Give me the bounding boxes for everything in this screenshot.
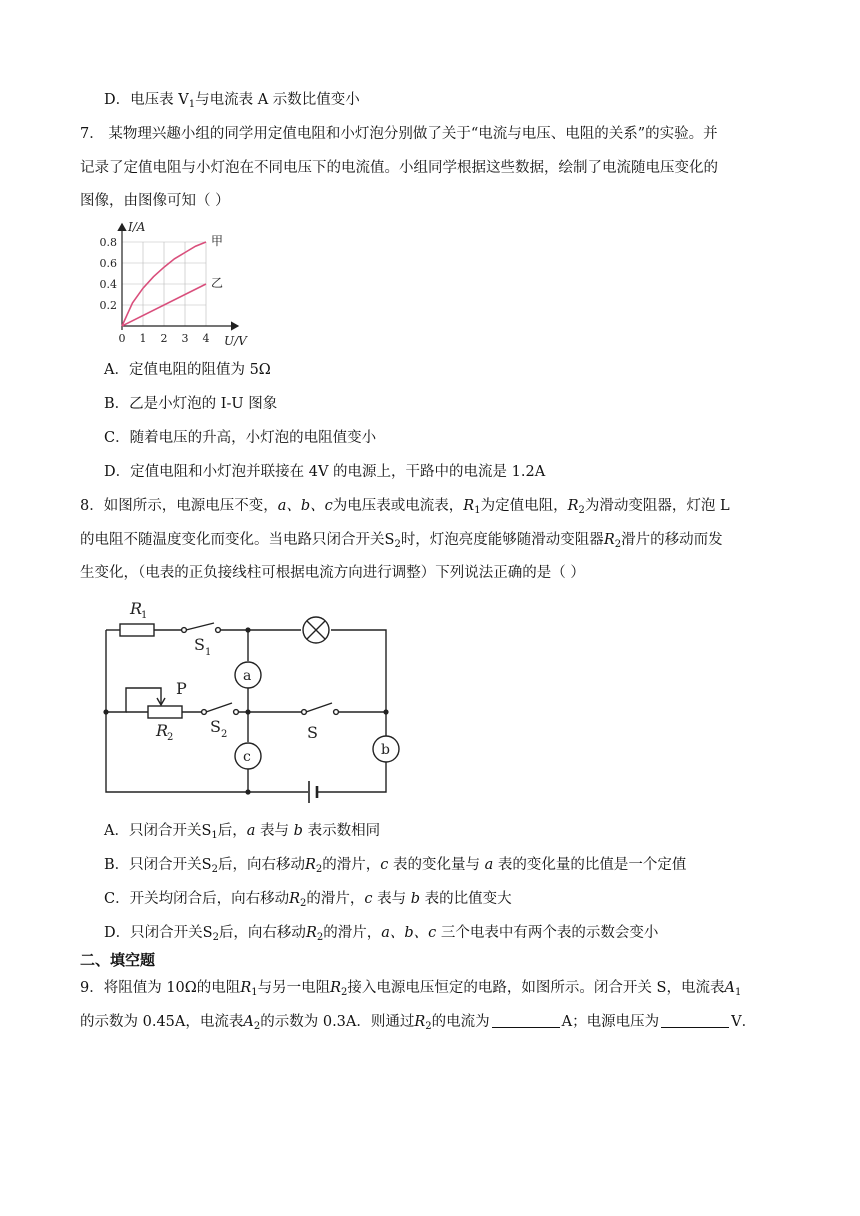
svg-text:R: R: [130, 599, 143, 618]
q6-option-d: D．电压表 $V_1$与电流表 A 示数比值变小: [104, 92, 360, 110]
svg-text:b: b: [381, 742, 390, 758]
svg-text:a: a: [243, 668, 252, 684]
chart-y-label: I/A: [128, 220, 146, 234]
q8-circuit-diagram: [96, 592, 406, 807]
chart-y-tick-label: 0.8: [99, 236, 117, 249]
q8-option-b: B．只闭合开关$S_2$后，向右移动$R_2$的滑片，c 表的变化量与 a 表的变化量的比值是一个定值: [104, 857, 687, 875]
q9-stem-line1: 9．将阻值为 10Ω的电阻$R_1$与另一电阻$R_2$接入电源电压恒定的电路，如图所示。闭合开关 S，电流表$A_1$: [80, 980, 742, 998]
q7-option-c: C．随着电压的升高，小灯泡的电阻值变小: [104, 430, 377, 446]
svg-text:2: 2: [167, 732, 174, 743]
q8-stem-line1: 8．如图所示，电源电压不变，a、b、c为电压表或电流表，$R_1$为定值电阻，$R_2$为滑动变阻器，灯泡 L: [80, 498, 730, 516]
q9-stem-line2: 的示数为 0.45A，电流表$A_2$的示数为 0.3A．则通过$R_2$的电流为 A；电源电压为 V．: [80, 1014, 757, 1032]
chart-series-label: 乙: [211, 276, 224, 290]
chart-y-tick-label: 0.2: [99, 299, 117, 312]
answer-blank-voltage[interactable]: [661, 1013, 729, 1028]
wire-right: [331, 630, 386, 738]
q8-stem-line2: 的电阻不随温度变化而变化。当电路只闭合开关$S_2$时，灯泡亮度能够随滑动变阻器$R_2$滑片的移动而发: [80, 532, 723, 550]
chart-x-tick-label: 3: [181, 332, 189, 345]
q8-option-a: A．只闭合开关$S_1$后，a 表与 b 表示数相同: [104, 823, 381, 841]
q8-option-c: C．开关均闭合后，向右移动$R_2$的滑片，c 表与 b 表的比值变大: [104, 891, 512, 909]
svg-text:S: S: [210, 717, 221, 736]
resistor-r1: [120, 624, 154, 636]
chart-y-tick-label: 0.4: [99, 278, 117, 291]
q7-stem-line3: 图像，由图像可知（ ）: [80, 193, 230, 209]
svg-text:c: c: [243, 749, 251, 765]
chart-x-tick-label: 1: [139, 332, 147, 345]
chart-x-tick-label: 2: [160, 332, 168, 345]
chart-x-tick-label: 0: [118, 332, 126, 345]
q7-stem-line2: 记录了定值电阻与小灯泡在不同电压下的电流值。小组同学根据这些数据，绘制了电流随电压变化的: [80, 160, 718, 176]
svg-text:P: P: [176, 679, 187, 698]
svg-text:S: S: [194, 635, 205, 654]
rheostat-r2: [148, 706, 182, 718]
q7-option-d: D．定值电阻和小灯泡并联接在 4V 的电源上，干路中的电流是 1.2A: [104, 464, 546, 480]
q8-stem-line3: 生变化，（电表的正负接线柱可根据电流方向进行调整）下列说法正确的是（ ）: [80, 565, 585, 581]
q7-option-a: A．定值电阻的阻值为 5Ω: [104, 362, 271, 378]
q7-stem-line1: 7． 某物理兴趣小组的同学用定值电阻和小灯泡分别做了关于“电流与电压、电阻的关系”的实验。并: [80, 126, 718, 142]
chart-x-label: U/V: [224, 334, 247, 348]
answer-blank-current[interactable]: [492, 1013, 560, 1028]
switch-s2: [206, 703, 232, 712]
chart-y-tick-label: 0.6: [99, 257, 117, 270]
svg-text:R: R: [156, 721, 169, 740]
svg-text:2: 2: [221, 729, 228, 740]
q7-option-b: B．乙是小灯泡的 I-U 图象: [104, 396, 278, 412]
svg-text:1: 1: [141, 610, 148, 621]
switch-s: [306, 703, 332, 712]
svg-text:1: 1: [205, 647, 212, 658]
svg-text:S: S: [307, 723, 318, 742]
chart-series-label: 甲: [211, 234, 224, 248]
chart-x-tick-label: 4: [202, 332, 210, 345]
q7-iu-chart: [92, 218, 252, 350]
section-heading-fill-in: 二、填空题: [80, 951, 156, 969]
switch-s1: [186, 623, 214, 630]
q8-option-d: D．只闭合开关$S_2$后，向右移动$R_2$的滑片，a、b、c 三个电表中有两个表的示数会变小: [104, 925, 659, 943]
